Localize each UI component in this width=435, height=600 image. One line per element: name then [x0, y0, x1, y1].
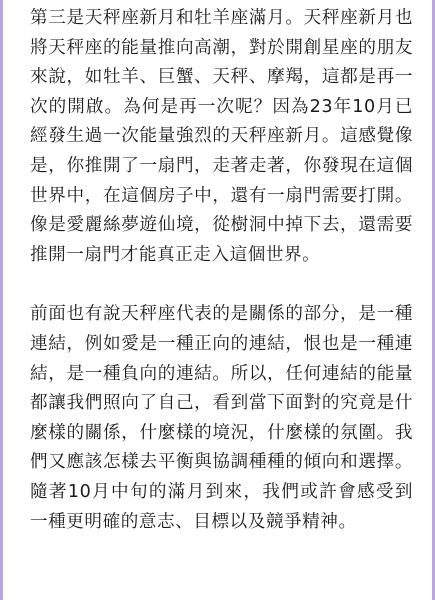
article-body — [30, 4, 413, 537]
left-border — [0, 0, 3, 600]
paragraph-2: 前面也有說天秤座代表的是關係的部分，是一種連結，例如愛是一種正向的連結，恨也是一種連結，是一種負向的連結。所以，任何連結的能量都讓我們照向了自己，看到當下面對的究竟是什麼樣的關係，什麼樣的境況，什麼樣的氛圍。我們又應該怎樣去平衡與協調種種的傾向和選擇。隨著10月中旬的滿月到來，我們或許會感受到一種更明確的意志、目標以及競爭精神。 — [30, 304, 413, 532]
paragraph-1: 第三是天秤座新月和牡羊座滿月。天秤座新月也將天秤座的能量推向高潮，對於開創星座的朋友來說，如牡羊、巨蟹、天秤、摩羯，這都是再一次的開啟。為何是再一次呢？因為23年10月已經發生過一次能量強烈的天秤座新月。這感覺像是，你推開了一扇門，走著走著，你發現在這個世界中，在這個房子中，還有一扇門需要打開。像是愛麗絲夢遊仙境，從樹洞中掉下去，還需要推開一扇門才能真正走入這個世界。 — [30, 8, 413, 265]
